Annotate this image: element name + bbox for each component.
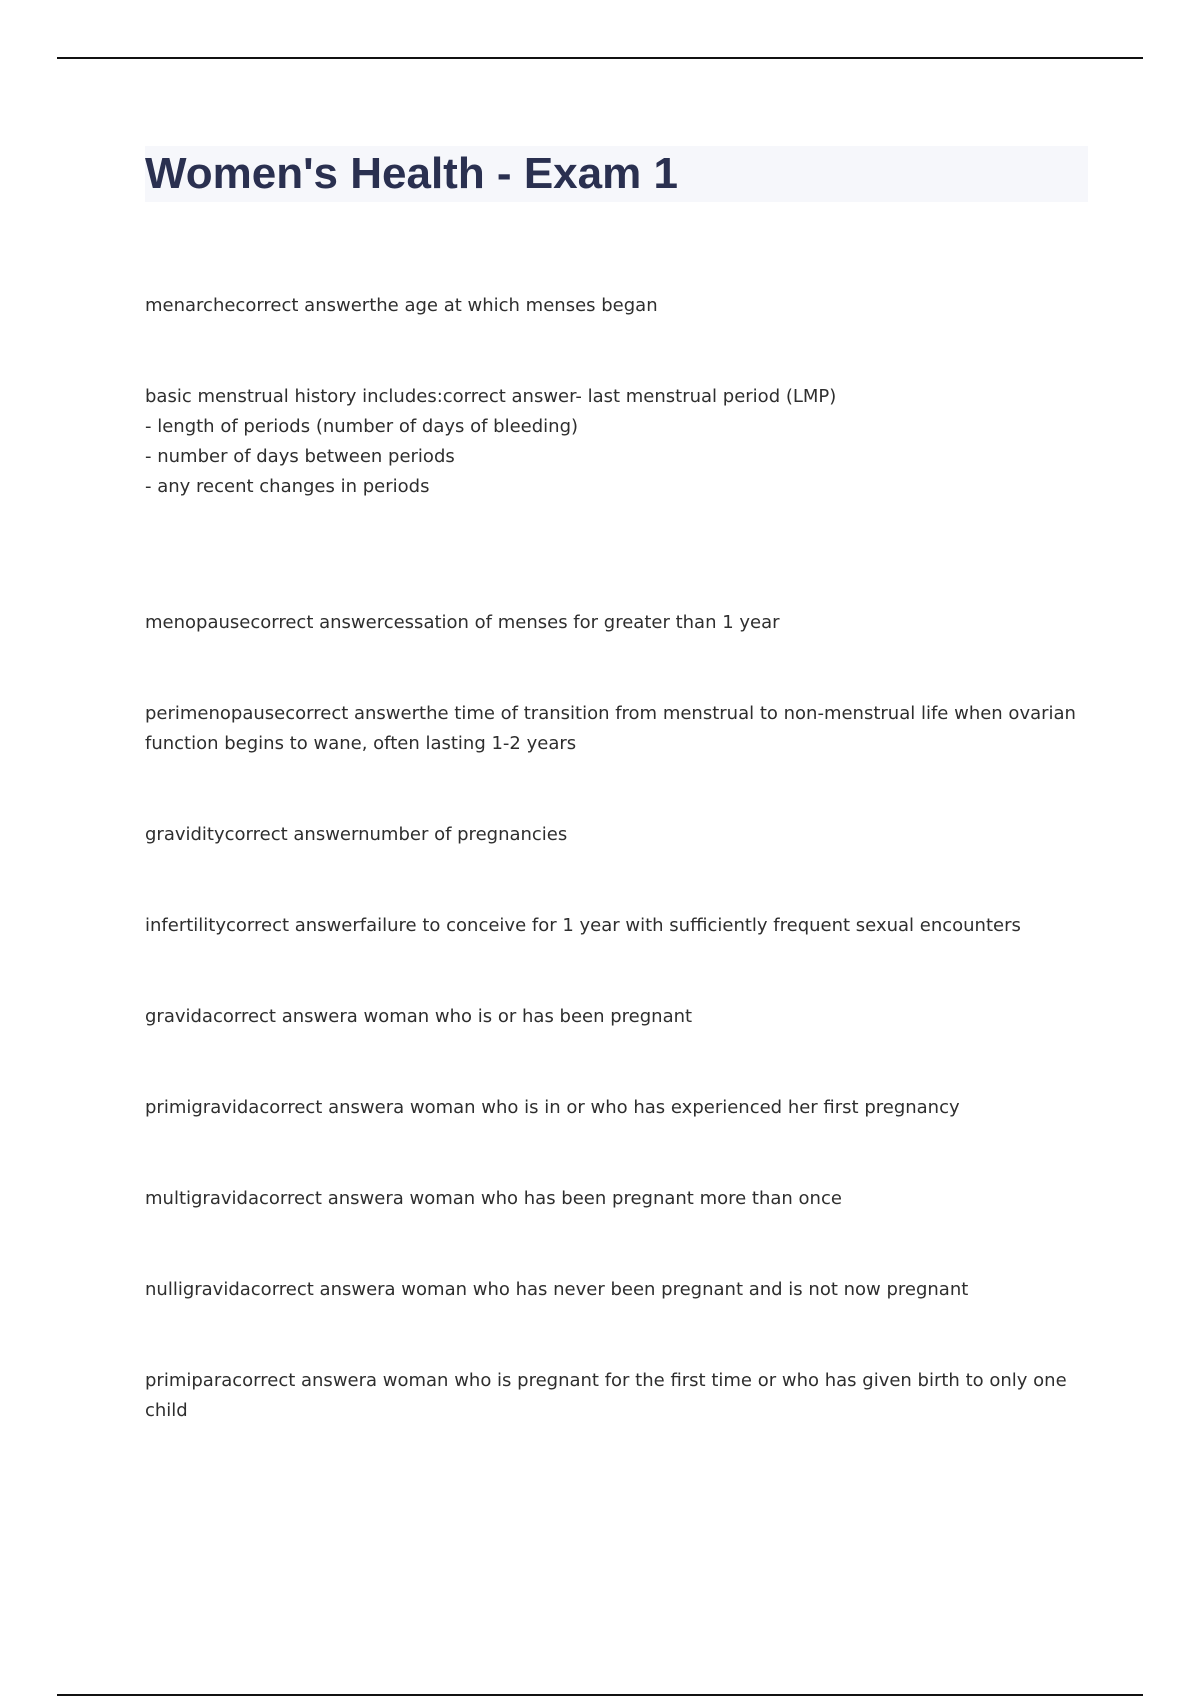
entry-text: graviditycorrect answernumber of pregnancies xyxy=(145,824,568,845)
flashcard-entry xyxy=(145,291,1085,321)
entry-text: menarchecorrect answerthe age at which menses began xyxy=(145,295,658,316)
entry-list-line: - any recent changes in periods xyxy=(145,476,430,497)
entry-list-line: - length of periods (number of days of bleeding) xyxy=(145,416,579,437)
entry-text: basic menstrual history includes:correct answer- last menstrual period (LMP) xyxy=(145,386,837,407)
entry-text: nulligravidacorrect answera woman who has never been pregnant and is not now pregnant xyxy=(145,1279,969,1300)
bottom-divider xyxy=(57,1694,1143,1696)
entry-text: primigravidacorrect answera woman who is in or who has experienced her first pregnancy xyxy=(145,1097,960,1118)
entry-text: perimenopausecorrect answerthe time of transition from menstrual to non-menstrual life when ovarian function begins to wane, often lasting 1-2 years xyxy=(145,703,1076,754)
flashcard-entry xyxy=(145,1002,1085,1032)
flashcard-entry xyxy=(145,1366,1085,1426)
flashcard-entry xyxy=(145,1093,1085,1123)
entry-text: multigravidacorrect answera woman who has been pregnant more than once xyxy=(145,1188,842,1209)
flashcard-entry xyxy=(145,1184,1085,1214)
flashcard-entry xyxy=(145,382,1085,502)
entry-text: primiparacorrect answera woman who is pregnant for the first time or who has given birth to only one child xyxy=(145,1370,1067,1421)
flashcard-entry xyxy=(145,820,1085,850)
entry-text: menopausecorrect answercessation of menses for greater than 1 year xyxy=(145,612,780,633)
flashcard-entry xyxy=(145,608,1085,638)
entry-list-line: - number of days between periods xyxy=(145,446,455,467)
page-title: Women's Health - Exam 1 xyxy=(145,149,678,198)
top-divider xyxy=(57,57,1143,59)
flashcard-entry xyxy=(145,1275,1085,1305)
entry-text: infertilitycorrect answerfailure to conceive for 1 year with sufficiently frequent sexual encounters xyxy=(145,915,1021,936)
flashcard-entry xyxy=(145,911,1085,941)
entry-text: gravidacorrect answera woman who is or has been pregnant xyxy=(145,1006,693,1027)
flashcard-entry xyxy=(145,699,1085,759)
